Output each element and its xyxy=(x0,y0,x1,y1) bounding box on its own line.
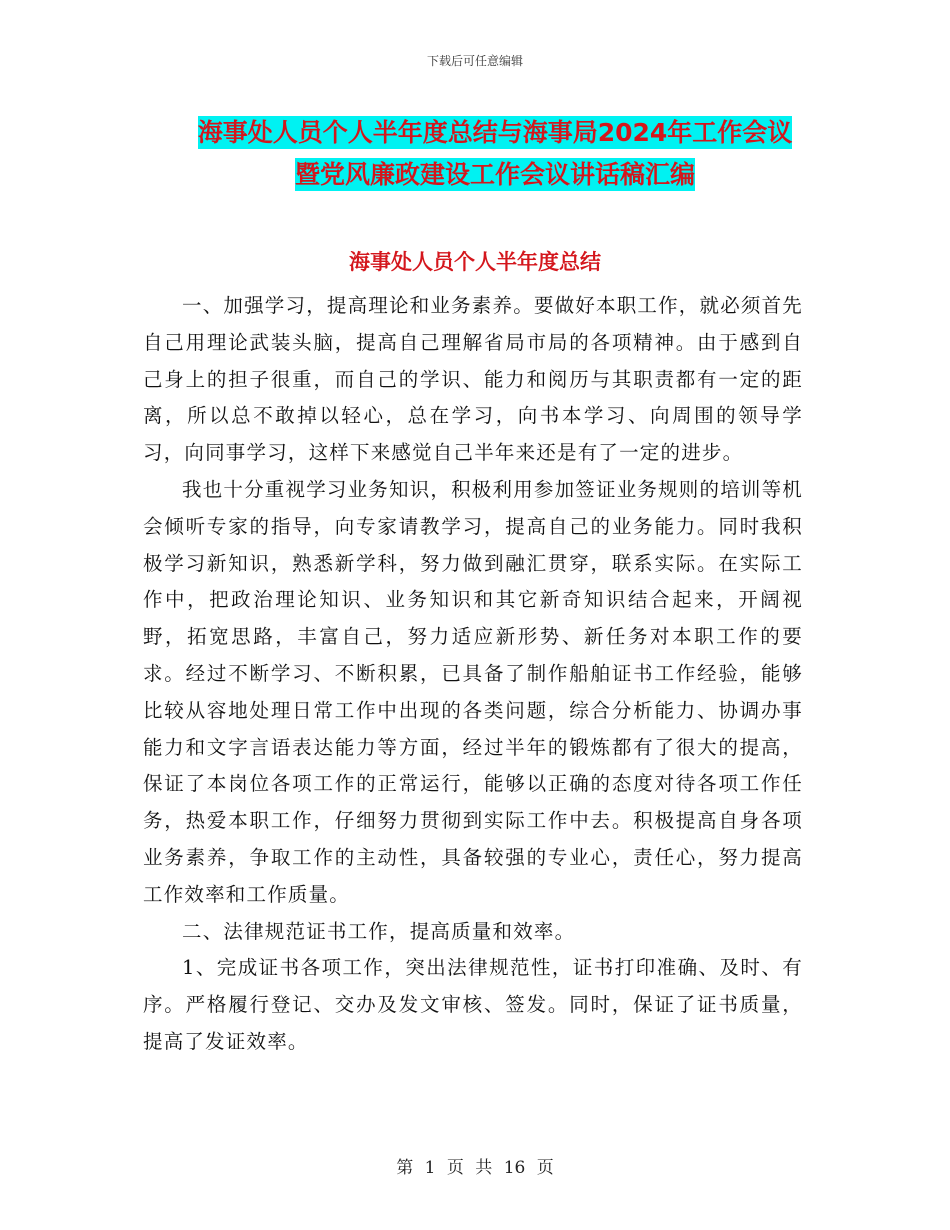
section-title: 海事处人员个人半年度总结 xyxy=(349,250,601,274)
paragraph: 二、法律规范证书工作，提高质量和效率。 xyxy=(182,919,576,943)
body-text xyxy=(143,288,803,1061)
document-title xyxy=(150,112,840,196)
header-note: 下载后可任意编辑 xyxy=(426,54,523,68)
paragraph: 1、完成证书各项工作，突出法律规范性，证书打印准确、及时、有序。严格履行登记、交办及发文审核、签发。同时，保证了证书质量，提高了发证效率。 xyxy=(143,956,803,1053)
paragraph: 一、加强学习，提高理论和业务素养。要做好本职工作，就必须首先自己用理论武装头脑，提高自己理解省局市局的各项精神。由于感到自己身上的担子很重，而自己的学识、能力和阅历与其职责都有一定的距离，所以总不敢掉以轻心，总在学习，向书本学习、向周围的领导学习，向同事学习，这样下来感觉自己半年来还是有了一定的进步。 xyxy=(143,294,804,465)
title-line-2: 暨党风廉政建设工作会议讲话稿汇编 xyxy=(294,160,695,189)
page-number-footer: 第 1 页 共 16 页 xyxy=(396,1158,554,1178)
paragraph: 我也十分重视学习业务知识，积极利用参加签证业务规则的培训等机会倾听专家的指导，向专家请教学习，提高自己的业务能力。同时我积极学习新知识，熟悉新学科，努力做到融汇贯穿，联系实际。在实际工作中，把政治理论知识、业务知识和其它新奇知识结合起来，开阔视野，拓宽思路，丰富自己，努力适应新形势、新任务对本职工作的要求。经过不断学习、不断积累，已具备了制作船舶证书工作经验，能够比较从容地处理日常工作中出现的各类问题，综合分析能力、协调办事能力和文字言语表达能力等方面，经过半年的锻炼都有了很大的提高，保证了本岗位各项工作的正常运行，能够以正确的态度对待各项工作任务，热爱本职工作，仔细努力贯彻到实际工作中去。积极提高自身各项业务素养，争取工作的主动性，具备较强的专业心，责任心，努力提高工作效率和工作质量。 xyxy=(143,477,804,906)
title-line-1: 海事处人员个人半年度总结与海事局2024年工作会议 xyxy=(197,118,793,147)
